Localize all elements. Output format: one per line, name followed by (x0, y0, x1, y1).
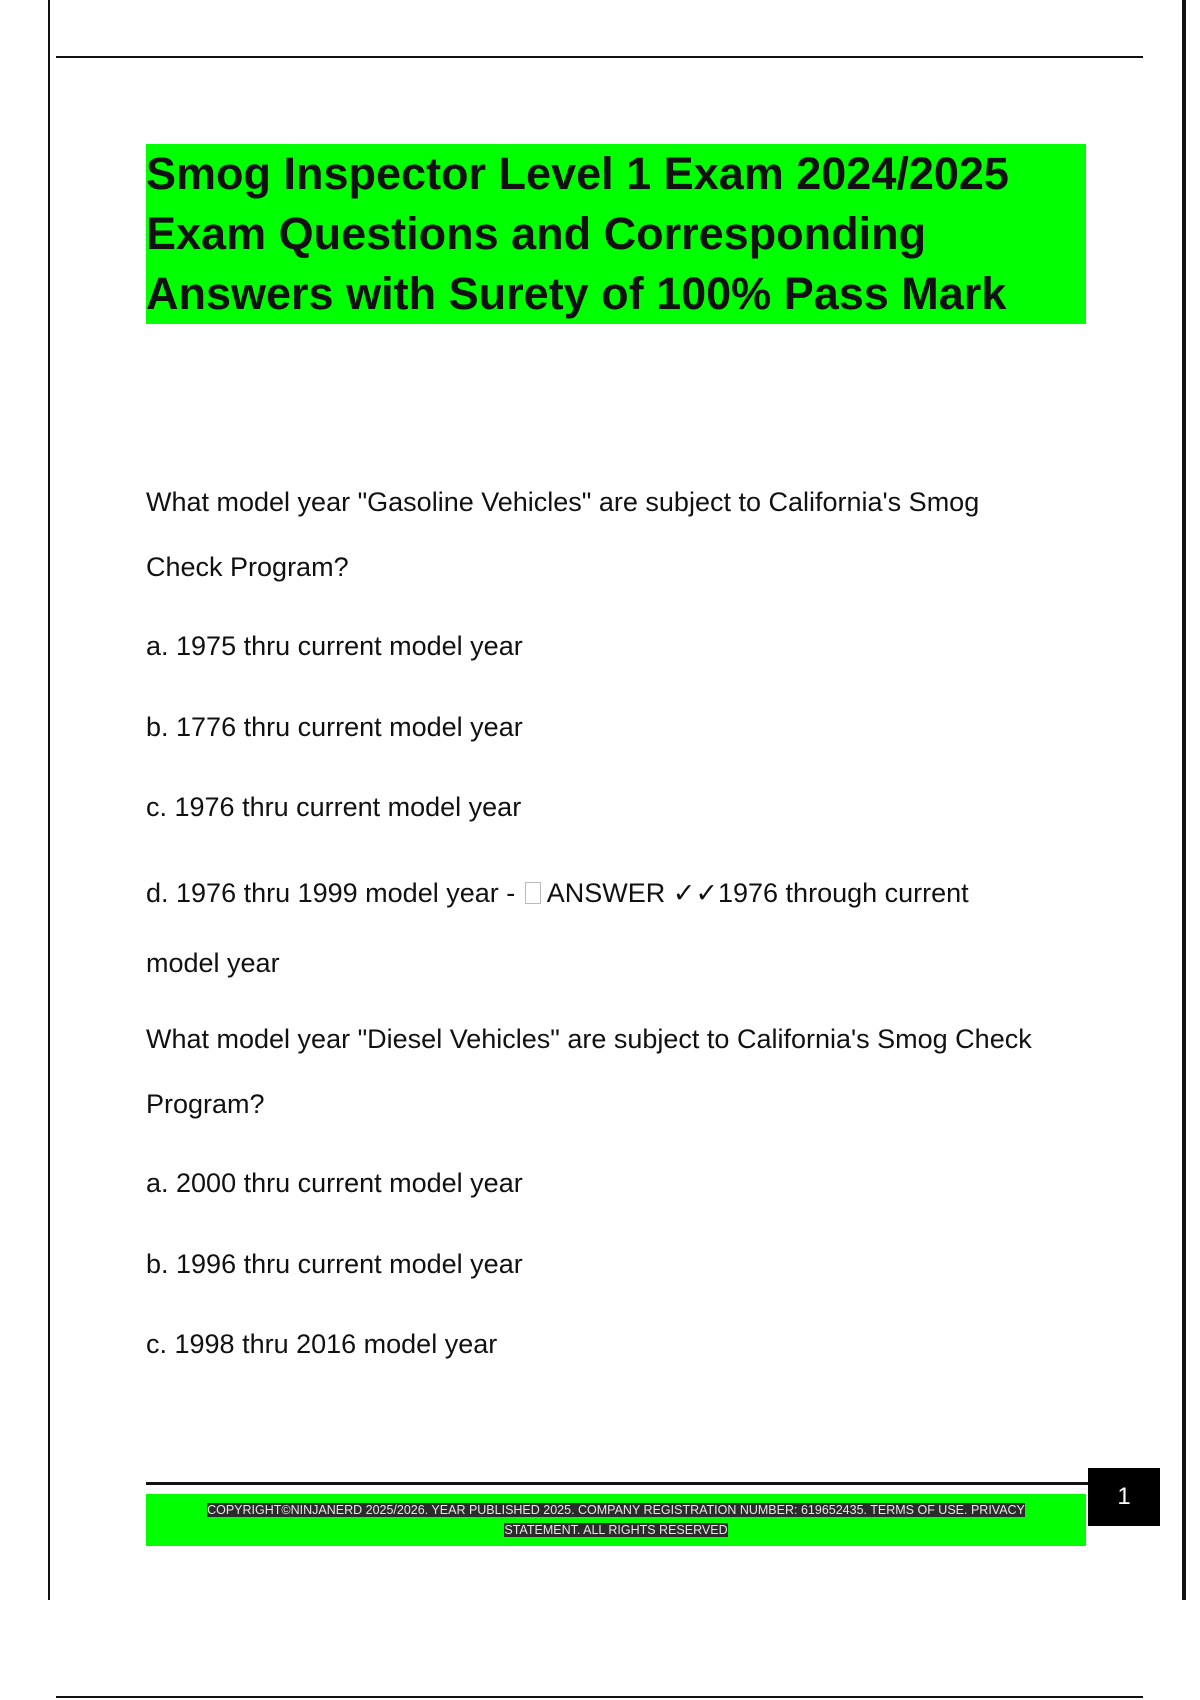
question-2-option-c: c. 1998 thru 2016 model year (146, 1329, 498, 1359)
missing-glyph-icon (525, 882, 541, 904)
question-2-text (146, 1007, 1096, 1137)
question-1-line-2: Check Program? (146, 552, 349, 582)
copyright-line-2: STATEMENT. ALL RIGHTS RESERVED (504, 1523, 728, 1537)
page-number: 1 (1088, 1468, 1160, 1526)
question-2-option-b: b. 1996 thru current model year (146, 1249, 523, 1279)
document-title (146, 144, 1086, 324)
question-1-option-c: c. 1976 thru current model year (146, 792, 522, 822)
question-1-option-d (146, 875, 1096, 911)
title-line-2: Exam Questions and Corresponding (146, 208, 927, 259)
question-1-answer-cont: model year (146, 948, 280, 978)
copyright-footer (146, 1494, 1086, 1546)
header-rule (56, 56, 1143, 58)
title-line-1: Smog Inspector Level 1 Exam 2024/2025 (146, 148, 1009, 199)
copyright-line-1: COPYRIGHT©NINJANERD 2025/2026. YEAR PUBLISHED 2025. COMPANY REGISTRATION NUMBER: 619652435. TERMS OF USE. PRIVACY (207, 1503, 1025, 1517)
next-page-top-rule (56, 1696, 1143, 1698)
question-1-text (146, 470, 1096, 600)
title-line-3: Answers with Surety of 100% Pass Mark (146, 268, 1007, 319)
question-1-option-a: a. 1975 thru current model year (146, 631, 523, 661)
question-1-line-1: What model year "Gasoline Vehicles" are subject to California's Smog (146, 487, 980, 517)
question-1-option-b: b. 1776 thru current model year (146, 712, 523, 742)
question-1-option-d-text: d. 1976 thru 1999 model year - (146, 878, 523, 908)
page-right-border (1182, 0, 1186, 1600)
question-2-option-a: a. 2000 thru current model year (146, 1168, 523, 1198)
page-left-border (48, 0, 50, 1600)
footer-rule (146, 1482, 1090, 1485)
question-1-answer: ANSWER ✓✓1976 through current (546, 878, 969, 908)
question-list (146, 470, 1096, 1362)
question-2-line-1: What model year "Diesel Vehicles" are subject to California's Smog Check (146, 1024, 1032, 1054)
question-2-line-2: Program? (146, 1089, 265, 1119)
